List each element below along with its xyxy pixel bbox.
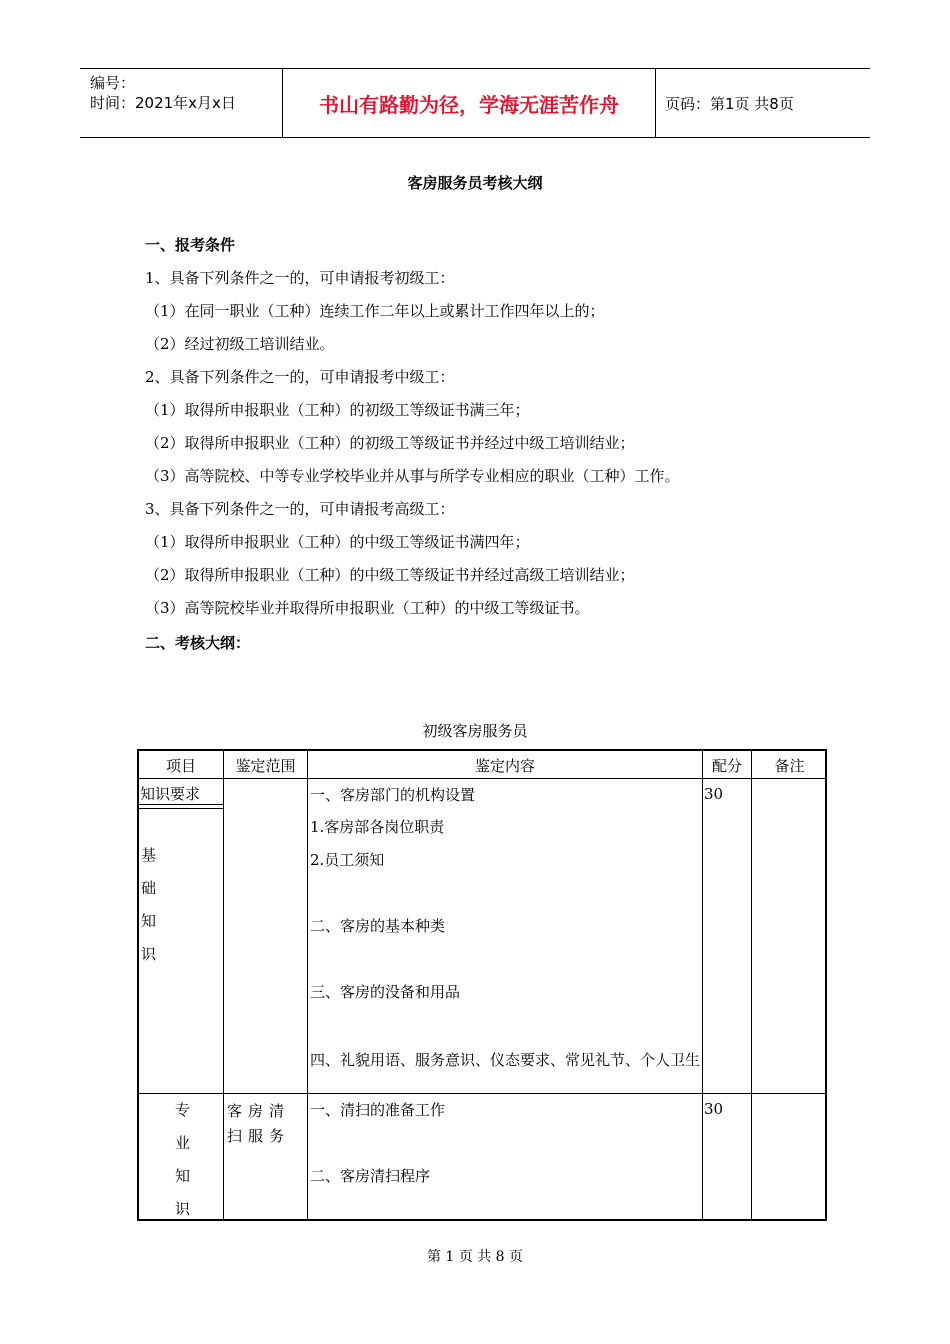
page-header [80,68,870,138]
table-header-cell: 备注 [774,757,805,775]
header-motto: 书山有路勤为径，学海无涯苦作舟 [319,92,619,117]
table-cell-project-char: 知 [175,1167,191,1185]
header-divider [655,69,656,137]
paragraph-line: 3、具备下列条件之一的，可申请报考高级工： [145,500,455,518]
section1-heading: 一、报考条件 [145,236,236,254]
assessment-table [137,749,827,1221]
table-col-divider [223,751,224,1219]
table-header-cell: 鉴定范围 [235,757,296,775]
table-cell-project: 知识要求 [140,785,201,803]
table-cell-project-char: 业 [175,1134,191,1152]
table-header-cell: 配分 [711,757,742,775]
table-cell-project-char: 识 [141,945,157,963]
table-cell-project-char: 基 [141,846,157,864]
header-meta [90,73,280,113]
header-time-label: 时间：2021年x月x日 [90,94,236,112]
table-cell-content: 二、客房清扫程序 [310,1167,431,1185]
table-cell-project-char: 础 [141,879,157,897]
paragraph-line: （2）经过初级工培训结业。 [145,335,335,353]
paragraph-line: 2、具备下列条件之一的，可申请报考中级工： [145,368,455,386]
table-cell-content: 一、清扫的准备工作 [310,1101,446,1119]
paragraph-line: （1）在同一职业（工种）连续工作二年以上或累计工作四年以上的； [145,302,605,320]
table-row-divider [139,808,223,809]
table-header-cell: 鉴定内容 [474,757,535,775]
table-cell-project-char: 识 [175,1200,191,1218]
document-title: 客房服务员考核大纲 [407,174,543,192]
paragraph-line: （3）高等院校、中等专业学校毕业并从事与所学专业相应的职业（工种）工作。 [145,467,680,485]
header-page-code: 页码：第1页 共8页 [665,94,794,113]
table-col-divider [751,751,752,1219]
table-caption: 初级客房服务员 [422,722,528,740]
table-row-divider [139,1093,825,1094]
table-row-divider [139,778,825,779]
table-cell-content: 一、客房部门的机构设置 [310,786,476,804]
paragraph-line: （3）高等院校毕业并取得所申报职业（工种）的中级工等级证书。 [145,599,590,617]
table-cell-project-char: 专 [175,1101,191,1119]
table-cell-content: 四、礼貌用语、服务意识、仪态要求、常见礼节、个人卫生 [310,1051,701,1069]
table-header-cell: 项目 [165,757,196,775]
table-cell-content: 三、客房的没备和用品 [310,983,461,1001]
paragraph-line: （2）取得所申报职业（工种）的初级工等级证书并经过中级工培训结业； [145,434,635,452]
table-cell-content: 1.客房部各岗位职责 [310,818,445,836]
paragraph-line: （1）取得所申报职业（工种）的中级工等级证书满四年； [145,533,530,551]
page-footer: 第 1 页 共 8 页 [426,1249,524,1265]
header-number-label: 编号： [90,74,136,92]
table-cell-score: 30 [704,785,724,803]
table-cell-score: 30 [704,1100,724,1118]
section2-heading: 二、考核大纲： [145,634,251,652]
table-cell-content: 二、客房的基本种类 [310,917,446,935]
table-row-divider [139,804,223,805]
table-cell-content: 2.员工须知 [310,851,385,869]
table-col-divider [307,751,308,1219]
table-cell-project-char: 知 [141,912,157,930]
paragraph-line: （1）取得所申报职业（工种）的初级工等级证书满三年； [145,401,530,419]
paragraph-line: 1、具备下列条件之一的，可申请报考初级工： [145,269,455,287]
paragraph-line: （2）取得所申报职业（工种）的中级工等级证书并经过高级工培训结业； [145,566,635,584]
table-cell-range: 客房清扫服务 [227,1102,291,1145]
table-col-divider [702,751,703,1219]
